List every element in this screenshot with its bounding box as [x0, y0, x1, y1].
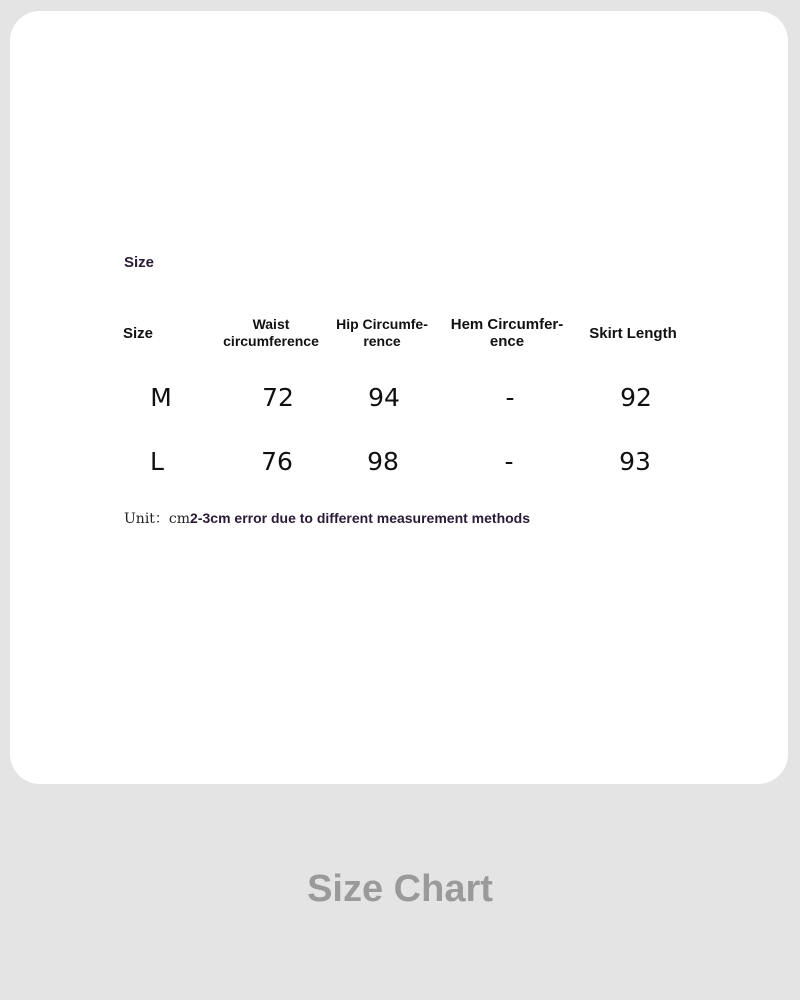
page-title: Size Chart: [307, 868, 493, 910]
table-row-cell: -: [505, 383, 515, 412]
table-row-cell: 72: [262, 383, 294, 412]
size-column-header: Size: [123, 325, 154, 342]
error-text: 2-3cm error due to different measurement methods: [190, 510, 531, 526]
table-row-cell: M: [150, 383, 172, 412]
table-row-cell: 98: [367, 447, 399, 476]
hip-column-header: Hip Circumfe-rence: [336, 316, 428, 349]
hem-column-header: Hem Circumfer-ence: [450, 316, 564, 350]
table-row-cell: L: [150, 447, 164, 476]
waist-column-header: Waist circumference: [223, 316, 319, 349]
length-column-header: Skirt Length: [589, 325, 677, 342]
table-row-cell: 94: [368, 383, 400, 412]
section-label: Size: [124, 254, 155, 271]
table-row-cell: 92: [620, 383, 652, 412]
table-row-cell: 76: [261, 447, 293, 476]
measurement-note: [124, 508, 530, 528]
unit-label: Unit：cm: [124, 511, 191, 527]
table-row-cell: -: [504, 447, 514, 476]
table-row-cell: 93: [619, 447, 651, 476]
